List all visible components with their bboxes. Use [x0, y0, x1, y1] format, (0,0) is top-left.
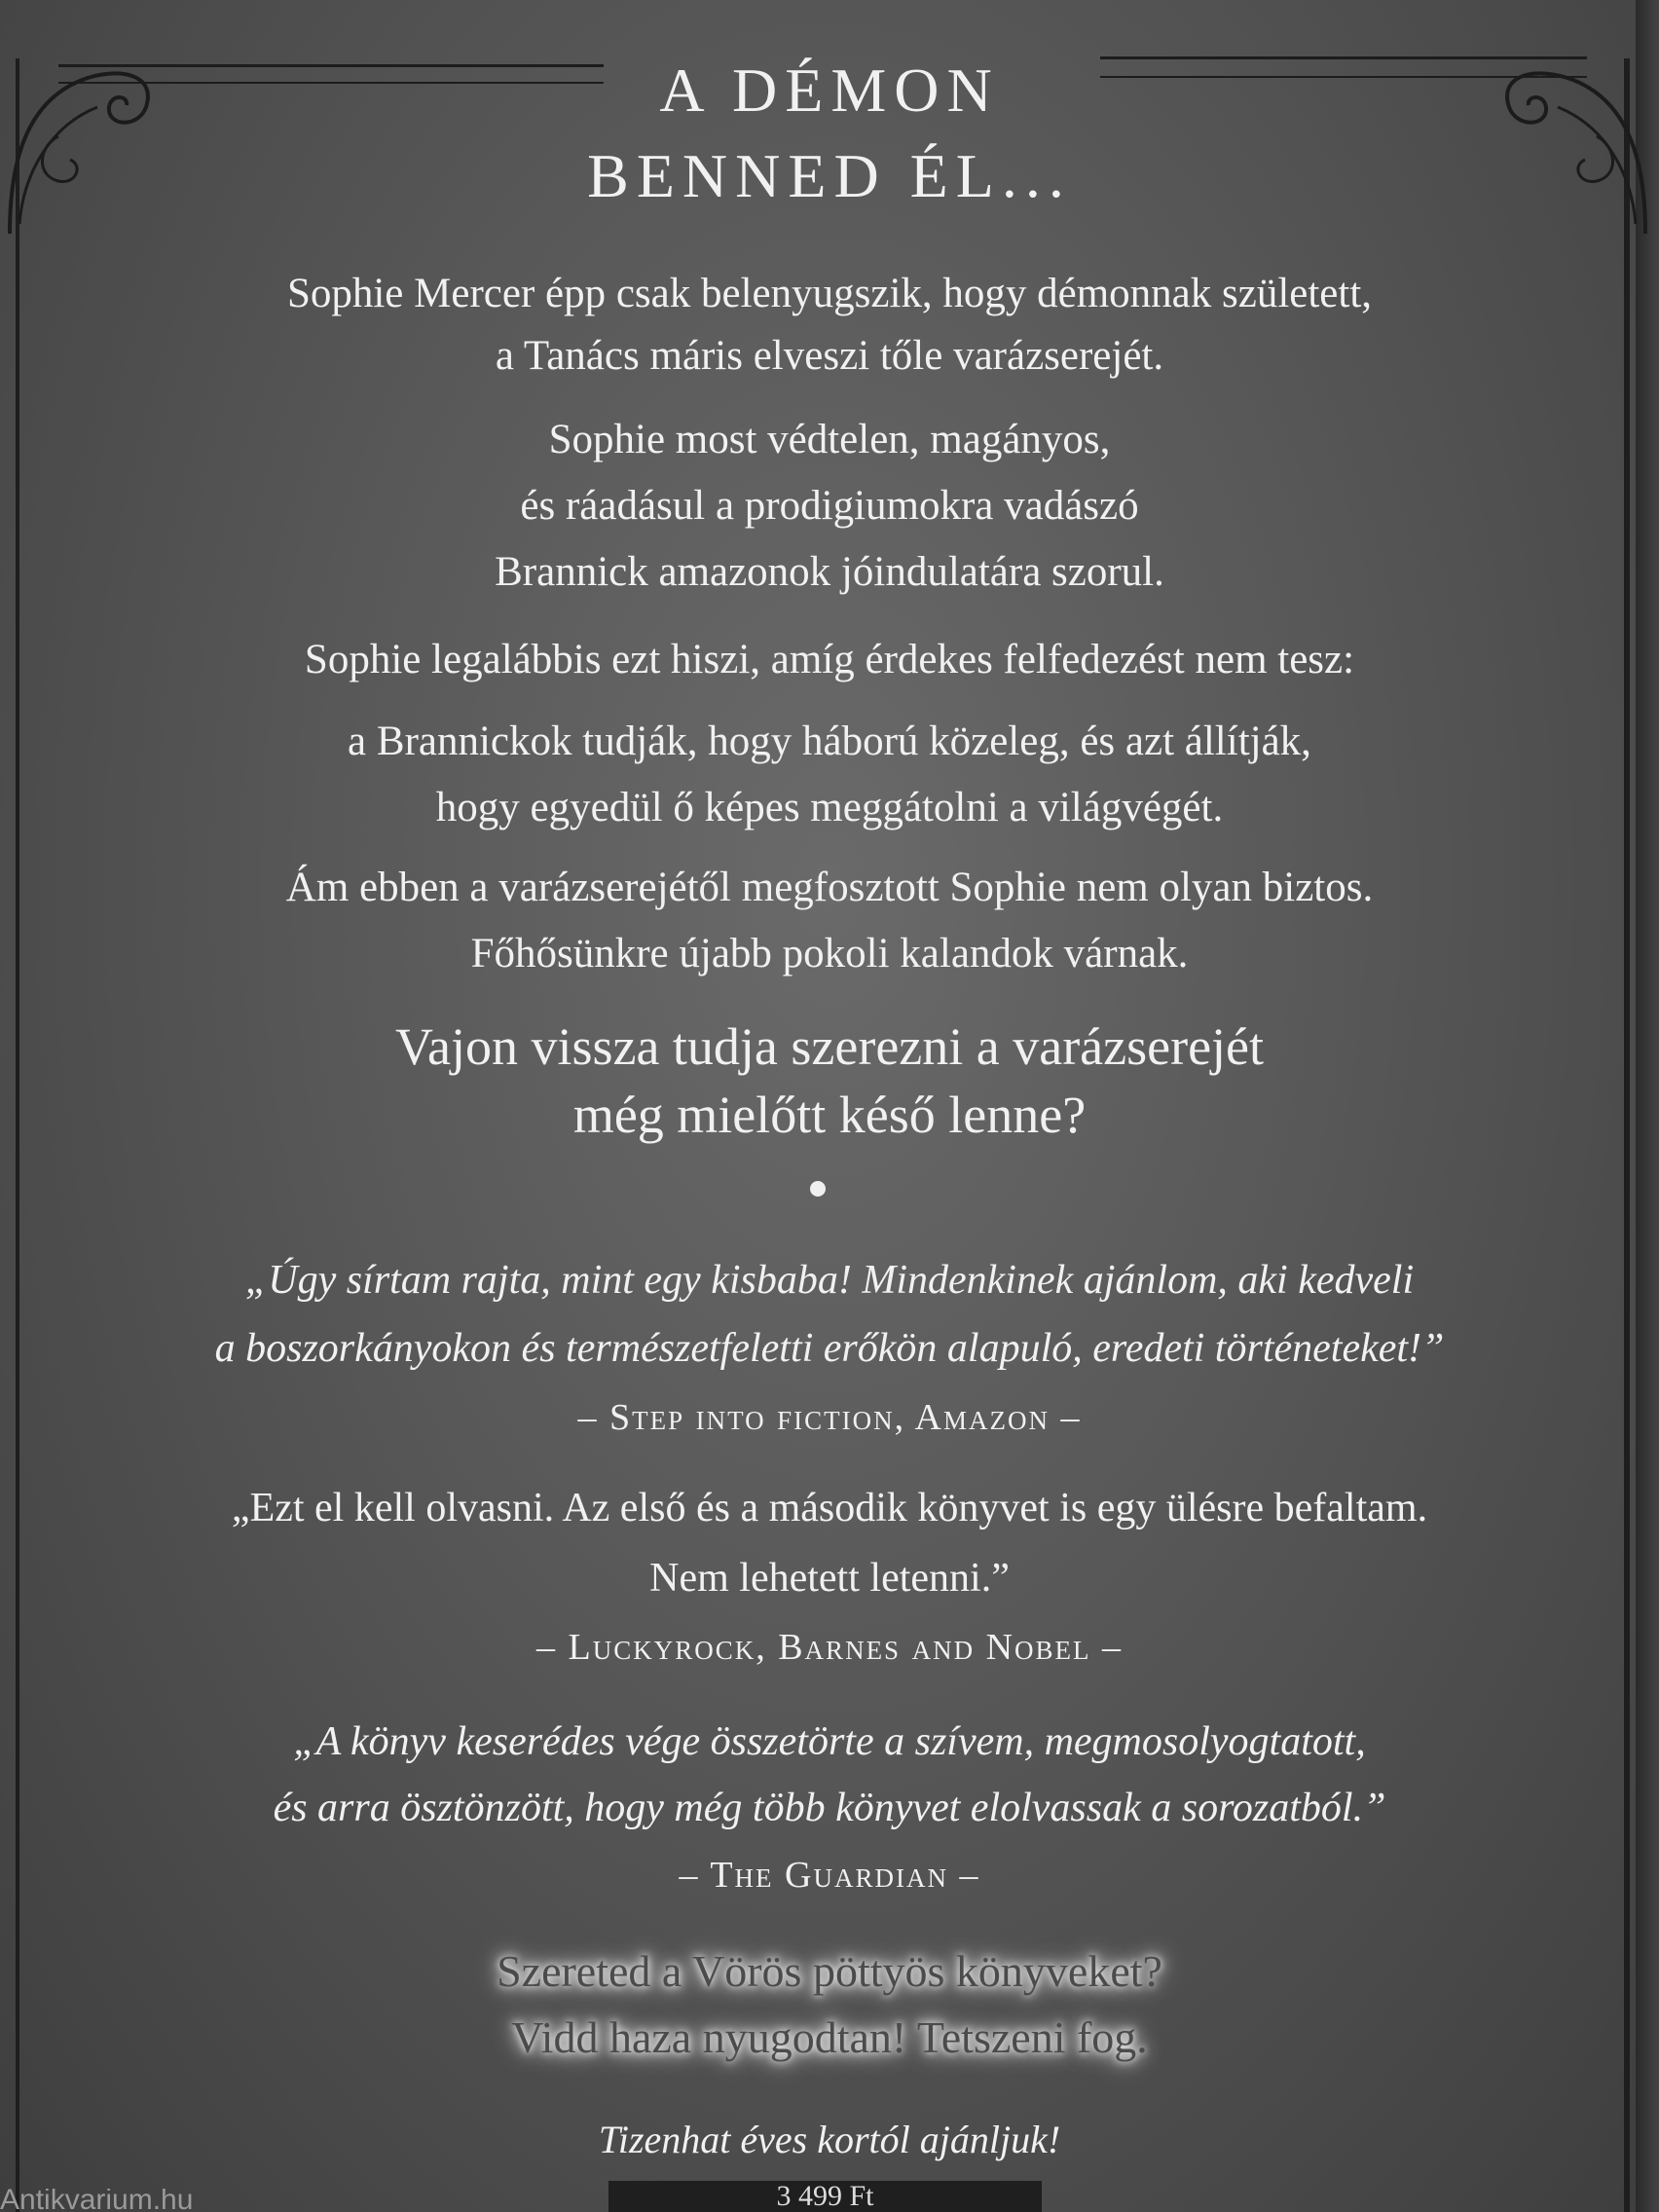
question-line-2: még mielőtt késő lenne? [572, 1086, 1087, 1144]
review-2-line-2: Nem lehetett letenni.” [649, 1556, 1010, 1601]
watermark: Antikvarium.hu [0, 2189, 194, 2212]
review-2-line-1: „Ezt el kell olvasni. Az első és a második könyvet is egy ülésre befaltam. [231, 1486, 1428, 1530]
heading-line-2: BENNED ÉL... [587, 141, 1072, 210]
blurb-p1-line-1: Sophie Mercer épp csak belenyugszik, hogy démonnak született, [286, 271, 1373, 316]
blurb-p2-line-3: Brannick amazonok jóindulatára szorul. [495, 549, 1164, 595]
review-1-line-2: a boszorkányokon és természetfeletti erőkön alapuló, eredeti történeteket!” [214, 1326, 1445, 1371]
blurb-p1-line-2: a Tanács máris elveszi tőle varázserejét. [495, 333, 1164, 379]
promo-line-1: Szereted a Vörös pöttyös könyveket? [497, 1946, 1162, 1996]
blurb-p4-line-2: hogy egyedül ő képes meggátolni a világvégét. [435, 785, 1224, 830]
blurb-p2-line-1: Sophie most védtelen, magányos, [548, 417, 1111, 462]
review-3-attribution: – The Guardian – [679, 1855, 980, 1896]
review-3-line-1: „A könyv keserédes vége összetörte a szívem, megmosolyogtatott, [293, 1719, 1366, 1764]
review-2-attribution: – Luckyrock, Barnes and Nobel – [535, 1627, 1124, 1668]
price-box: 3 499 Ft [608, 2181, 1042, 2212]
blurb-p5-line-2: Főhősünkre újabb pokoli kalandok várnak. [470, 931, 1189, 977]
question-line-1: Vajon vissza tudja szerezni a varázserejét [394, 1017, 1265, 1076]
age-recommendation: Tizenhat éves kortól ajánljuk! [598, 2118, 1061, 2161]
blurb-p3-line-1: Sophie legalábbis ezt hiszi, amíg érdekes felfedezést nem tesz: [304, 637, 1355, 682]
review-3-line-2: és arra ösztönzött, hogy még több könyvet elolvassak a sorozatból.” [273, 1786, 1386, 1830]
blurb-p5-line-1: Ám ebben a varázserejétől megfosztott Sophie nem olyan biztos. [285, 865, 1374, 910]
blurb-p2-line-2: és ráadásul a prodigiumokra vadászó [520, 483, 1139, 529]
review-1-line-1: „Úgy sírtam rajta, mint egy kisbaba! Mindenkinek ajánlom, aki kedveli [244, 1258, 1415, 1303]
separator-dot [810, 1181, 826, 1197]
blurb-p4-line-1: a Brannickok tudják, hogy háború közeleg, és azt állítják, [348, 719, 1311, 764]
heading-line-1: A DÉMON [659, 55, 1000, 125]
review-1-attribution: – Step into fiction, Amazon – [577, 1397, 1082, 1438]
promo-line-2: Vidd haza nyugodtan! Tetszeni fog. [511, 2012, 1148, 2062]
